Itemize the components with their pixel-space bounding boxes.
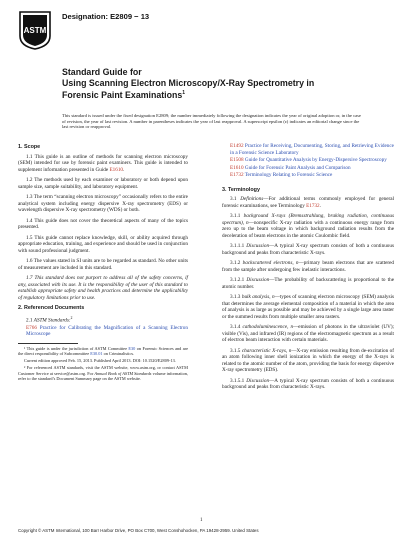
title-line-3-text: Forensic Paint Examinations	[62, 89, 183, 100]
ref-entry-e1492[interactable]	[222, 143, 394, 156]
fn1-link-e30[interactable]: E30	[128, 345, 136, 351]
term-3-1-2	[222, 260, 394, 273]
right-column	[222, 143, 394, 395]
t3-1-2-1-label: Discussion	[246, 277, 270, 283]
logo-text: ASTM	[23, 26, 47, 35]
t3-1-1-1-text: —A typical X-ray spectrum consists of both a continuous background and peaks from characteristic X-rays.	[222, 243, 395, 256]
paragraph-1-4: 1.4 This guide does not cover the theoretical aspects of many of the topics presented.	[18, 217, 188, 230]
footnote-1-edition: Current edition approved Feb. 15, 2013. Published April 2013. DOI: 10.1520/E2809-13.	[24, 358, 176, 364]
paragraph-1-1	[18, 154, 188, 174]
t3-1-2-1-num: 3.1.2.1	[230, 277, 247, 283]
ref-entry-e1610[interactable]	[222, 165, 394, 172]
term-3-1-1-1	[222, 243, 394, 256]
astm-logo-icon	[18, 10, 52, 50]
ref-entry-e766[interactable]	[18, 325, 188, 338]
t3-1-1-1-label: Discussion	[246, 243, 270, 249]
t3-1-5-1-num: 3.1.5.1	[230, 377, 247, 384]
title-block	[62, 67, 362, 100]
footnote-divider	[18, 343, 78, 344]
t3-1-ref-e1732[interactable]: E1732	[306, 202, 320, 209]
title-line-2: Using Scanning Electron Microscopy/X-Ray Spectrometry in	[62, 77, 315, 88]
section-scope-heading: 1. Scope	[18, 144, 41, 150]
fn1-text-a: ¹ This guide is under the jurisdiction of ASTM Committee	[24, 345, 129, 351]
footnotes	[18, 346, 188, 381]
ref-code-e1732[interactable]: E1732	[230, 172, 244, 178]
t3-1-3-num: 3.1.3	[230, 294, 242, 300]
t3-1-1-term: background X-rays (Bremsstrahlung, braking radiation, continuous spectrum), n	[222, 213, 395, 226]
t3-1-5-def: —X-ray emission resulting from de-excitation of an atom following inner shell ionization in which the energy of the X-rays is related to the atomic number of the atom, providing the basis for energy dispersive X-ray spectrometry (EDS).	[222, 347, 394, 373]
title-line-3	[62, 88, 362, 100]
t3-1-5-1-label: Discussion	[246, 377, 270, 384]
paragraph-1-5: 1.5 This guide cannot replace knowledge, skill, or ability acquired through appropriate education, training, and experience and should be used in conjunction with sound professional judgment.	[18, 234, 188, 254]
ref-code-e1492[interactable]: E1492	[230, 143, 244, 149]
section-referenced-docs-heading: 2. Referenced Documents	[18, 305, 85, 311]
footnote-2	[18, 365, 188, 381]
footnote-1	[18, 346, 188, 356]
t3-1-5-num: 3.1.5	[230, 347, 242, 354]
term-3-1-3	[222, 294, 394, 320]
t3-1-2-def: —primary beam electrons that are scattered from the sample after undergoing few inelastic interactions.	[222, 260, 394, 273]
p1-1-end: .	[123, 166, 125, 173]
ref-title-e766[interactable]: Practice for Calibrating the Magnification of a Scanning Electron Microscope	[26, 324, 188, 338]
fn2-italic: Annual Book of ASTM Standards	[94, 370, 152, 376]
ref-entry-e1508[interactable]	[222, 157, 394, 164]
t3-1-2-num: 3.1.2	[230, 260, 243, 266]
ref-title-e1732[interactable]: Terminology Relating to Forensic Science	[243, 172, 333, 178]
p1-1-text: 1.1 This guide is an outline of methods for scanning electron microscopy (SEM) intended for use by forensic paint examiners. This guide is intended to supplement information presented in Guide	[18, 153, 188, 173]
page-number: 1	[200, 518, 203, 523]
t3-1-5-1-text: —A typical X-ray spectrum consists of both a continuous background and peaks from characteristic X-rays.	[222, 377, 395, 390]
t3-1-2-1-text: —The probability of backscattering is proportional to the atomic number.	[222, 277, 394, 290]
ref-code-e766[interactable]: E766	[26, 324, 37, 331]
term-3-1-2-1	[222, 277, 394, 290]
t3-1-text: —For additional terms commonly employed for general forensic examinations, see Terminology	[222, 196, 395, 209]
t3-1-num: 3.1	[230, 196, 241, 202]
fn1-link-e3001[interactable]: E30.01	[90, 350, 103, 356]
left-column	[18, 140, 188, 383]
fn1-text-b: on Forensic Sciences and are the direct responsibility of Subcommittee	[18, 345, 188, 356]
t3-1-3-term: bulk analysis, n	[241, 294, 275, 300]
t3-1-3-def: —types of scanning electron microscopy (SEM) analysis that determines the average elemental composition of a material in which the area of analysis is as large as possible and may be achieved by a single large area raster or the summed results from multiple smaller area rasters.	[222, 294, 395, 320]
title-line-1: Standard Guide for	[62, 67, 142, 77]
ref-2-1	[18, 315, 188, 324]
ref-code-e1508[interactable]: E1508	[230, 157, 244, 163]
t3-1-4-def: —emission of photons in the ultraviolet (UV); visible (Vis), and infrared (IR) regions of the electromagnetic spectrum as a result of electron beam interaction with certain materials.	[222, 324, 394, 343]
paragraph-1-2: 1.2 The methods used by each examiner or laboratory or both depend upon sample size, sample suitability, and laboratory equipment.	[18, 177, 188, 190]
fn2-text-b: volume information, refer to the standard’s Document Summary page on the ASTM website.	[18, 370, 188, 381]
ref-entry-e1732[interactable]	[222, 172, 394, 179]
t3-1-label: Definitions	[240, 196, 264, 202]
t3-1-end: .	[319, 202, 321, 209]
t3-1-1-num: 3.1.1	[230, 213, 244, 219]
paragraph-1-3: 1.3 The term “scanning electron microscopy” occasionally refers to the entire analytical system including energy dispersive X-ray spectrometry (EDS) or wavelength dispersive X-ray spectrometry (WDS) or both.	[18, 194, 188, 213]
ref-title-e1610[interactable]: Guide for Forensic Paint Analysis and Comparison	[243, 164, 351, 171]
term-3-1-1	[222, 213, 394, 239]
t3-1-4-num: 3.1.4	[230, 324, 243, 330]
standard-note: This standard is issued under the fixed designation E2809; the number immediately following the designation indicates the year of original adoption or, in the case of revision, the year of last revision. A number in parentheses indicates the year of last reapproval. A superscript epsilon (ε) indicates an editorial change since the last revision or reapproval.	[62, 113, 361, 130]
term-3-1-4	[222, 324, 394, 344]
copyright-footer: Copyright © ASTM International, 100 Barr Harbor Drive, PO Box C700, West Conshohocken, PA 19428-2959. United States	[18, 528, 259, 533]
t3-1-5-term: characteristic X-rays, n	[241, 347, 292, 354]
term-3-1-5-1	[222, 378, 394, 391]
ref-2-1-sup: 2	[70, 315, 73, 320]
fn2-text-a: ² For referenced ASTM standards, visit the ASTM website, www.astm.org, or contact ASTM Customer Service at service@astm.org. For	[18, 365, 188, 376]
ref-2-1-num: 2.1	[26, 317, 34, 324]
t3-1-4-term: cathodoluminescence, n	[242, 324, 294, 330]
ref-link-e1610[interactable]: E1610	[109, 166, 124, 173]
term-3-1-5	[222, 348, 394, 374]
term-3-1	[222, 196, 394, 209]
t3-1-1-1-num: 3.1.1.1	[230, 243, 247, 249]
astm-standards-label: ASTM Standards:	[33, 317, 71, 324]
fn1-text-c: on Criminalistics.	[102, 350, 135, 356]
paragraph-1-7: 1.7 This standard does not purport to address all of the safety concerns, if any, associated with its use. It is the responsibility of the user of this standard to establish appropriate safety and health practices and determine the applicability of regulatory limitations prior to use.	[18, 275, 188, 301]
t3-1-1-def: —nonspecific X-ray radiation with a continuous energy range from zero up to the beam voltage in which background radiation results from the deceleration of beam electrons in the atomic Coulombic field.	[222, 219, 394, 239]
t3-1-2-term: backscattered electrons, n	[242, 260, 299, 266]
ref-title-e1508[interactable]: Guide for Quantitative Analysis by Energy-Dispersive Spectroscopy	[243, 157, 387, 163]
title-footnote-marker: 1	[182, 90, 186, 96]
ref-code-e1610[interactable]: E1610	[230, 164, 244, 171]
ref-title-e1492[interactable]: Practice for Receiving, Documenting, Storing, and Retrieving Evidence in a Forensic Science Laboratory	[230, 143, 394, 156]
section-terminology-heading: 3. Terminology	[222, 186, 260, 193]
paragraph-1-6: 1.6 The values stated in SI units are to be regarded as standard. No other units of measurement are included in this standard.	[18, 258, 188, 271]
designation: Designation: E2809 − 13	[62, 12, 150, 21]
